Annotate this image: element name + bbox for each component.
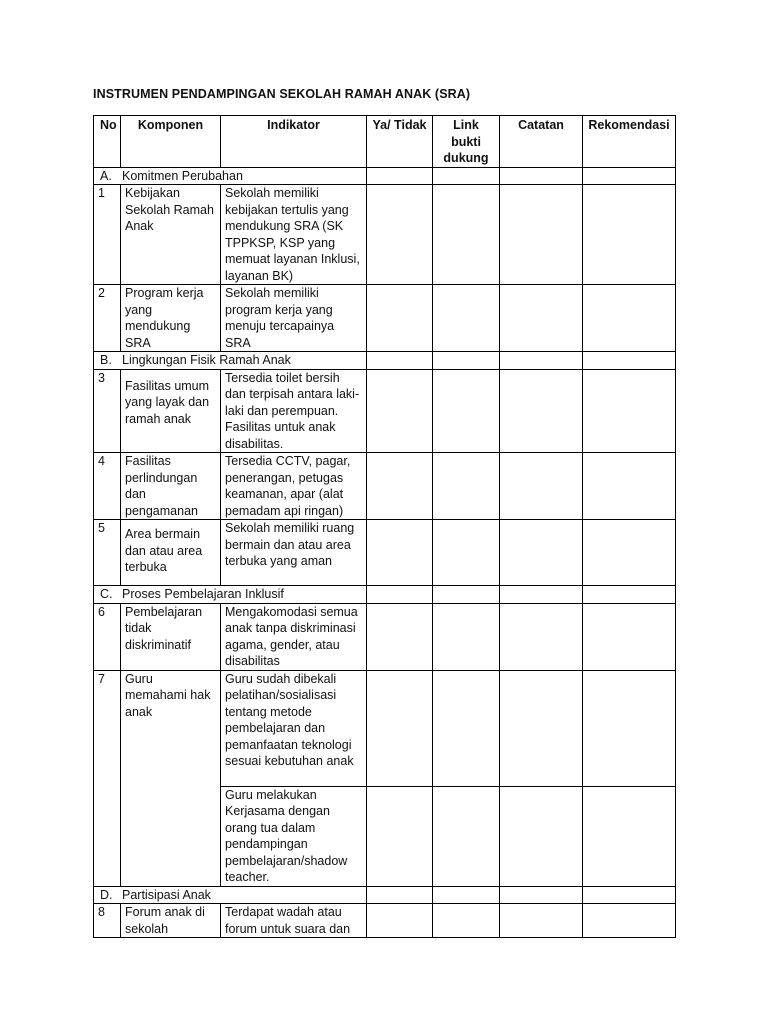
rekomendasi-cell[interactable] xyxy=(583,786,676,886)
row-number: 6 xyxy=(94,603,121,670)
instrument-table xyxy=(93,115,676,938)
header-ya-tidak: Ya/ Tidak xyxy=(367,116,433,168)
ya-tidak-cell[interactable] xyxy=(367,603,433,670)
rekomendasi-cell[interactable] xyxy=(583,167,676,185)
komponen-cell: Guru memahami hak anak xyxy=(121,670,221,886)
link-cell[interactable] xyxy=(433,904,500,938)
komponen-cell: Area bermain dan atau area terbuka xyxy=(121,520,221,586)
ya-tidak-cell[interactable] xyxy=(367,886,433,904)
ya-tidak-cell[interactable] xyxy=(367,369,433,453)
header-no: No xyxy=(94,116,121,168)
row-number: 4 xyxy=(94,453,121,520)
link-cell[interactable] xyxy=(433,453,500,520)
section-title: Komitmen Perubahan xyxy=(122,168,243,183)
row-number: 8 xyxy=(94,904,121,938)
link-cell[interactable] xyxy=(433,886,500,904)
link-cell[interactable] xyxy=(433,369,500,453)
catatan-cell[interactable] xyxy=(500,520,583,586)
link-cell[interactable] xyxy=(433,520,500,586)
link-cell[interactable] xyxy=(433,352,500,370)
catatan-cell[interactable] xyxy=(500,603,583,670)
section-label xyxy=(94,352,367,370)
header-link-bukti-dukung: Link bukti dukung xyxy=(433,116,500,168)
indikator-cell: Terdapat wadah atau forum untuk suara dan xyxy=(221,904,367,938)
section-letter: A. xyxy=(100,168,112,183)
table-row xyxy=(94,603,676,670)
ya-tidak-cell[interactable] xyxy=(367,520,433,586)
ya-tidak-cell[interactable] xyxy=(367,670,433,786)
catatan-cell[interactable] xyxy=(500,786,583,886)
section-row xyxy=(94,167,676,185)
catatan-cell[interactable] xyxy=(500,670,583,786)
rekomendasi-cell[interactable] xyxy=(583,369,676,453)
link-cell[interactable] xyxy=(433,167,500,185)
row-number: 7 xyxy=(94,670,121,886)
section-title: Lingkungan Fisik Ramah Anak xyxy=(122,353,291,367)
header-komponen: Komponen xyxy=(121,116,221,168)
catatan-cell[interactable] xyxy=(500,167,583,185)
indikator-cell: Tersedia toilet bersih dan terpisah antara laki-laki dan perempuan. Fasilitas untuk anak disabilitas. xyxy=(221,369,367,453)
catatan-cell[interactable] xyxy=(500,352,583,370)
rekomendasi-cell[interactable] xyxy=(583,352,676,370)
catatan-cell[interactable] xyxy=(500,285,583,352)
catatan-cell[interactable] xyxy=(500,453,583,520)
link-cell[interactable] xyxy=(433,670,500,786)
komponen-cell: Fasilitas perlindungan dan pengamanan xyxy=(121,453,221,520)
ya-tidak-cell[interactable] xyxy=(367,285,433,352)
indikator-cell: Sekolah memiliki ruang bermain dan atau area terbuka yang aman xyxy=(221,520,367,586)
section-label xyxy=(94,586,367,604)
rekomendasi-cell[interactable] xyxy=(583,185,676,285)
ya-tidak-cell[interactable] xyxy=(367,904,433,938)
section-title: Proses Pembelajaran Inklusif xyxy=(122,587,284,601)
link-cell[interactable] xyxy=(433,586,500,604)
table-row xyxy=(94,520,676,586)
section-row xyxy=(94,352,676,370)
indikator-cell: Tersedia CCTV, pagar, penerangan, petugas keamanan, apar (alat pemadam api ringan) xyxy=(221,453,367,520)
catatan-cell[interactable] xyxy=(500,586,583,604)
section-label xyxy=(94,886,367,904)
row-number: 2 xyxy=(94,285,121,352)
ya-tidak-cell[interactable] xyxy=(367,185,433,285)
header-catatan: Catatan xyxy=(500,116,583,168)
ya-tidak-cell[interactable] xyxy=(367,352,433,370)
komponen-cell: Program kerja yang mendukung SRA xyxy=(121,285,221,352)
rekomendasi-cell[interactable] xyxy=(583,520,676,586)
row-number: 5 xyxy=(94,520,121,586)
ya-tidak-cell[interactable] xyxy=(367,453,433,520)
link-cell[interactable] xyxy=(433,185,500,285)
rekomendasi-cell[interactable] xyxy=(583,886,676,904)
header-rekomendasi: Rekomendasi xyxy=(583,116,676,168)
section-letter: C. xyxy=(100,587,113,601)
table-row xyxy=(94,285,676,352)
document-title: INSTRUMEN PENDAMPINGAN SEKOLAH RAMAH ANAK (SRA) xyxy=(93,87,471,101)
ya-tidak-cell[interactable] xyxy=(367,786,433,886)
rekomendasi-cell[interactable] xyxy=(583,603,676,670)
table-row xyxy=(94,453,676,520)
rekomendasi-cell[interactable] xyxy=(583,670,676,786)
rekomendasi-cell[interactable] xyxy=(583,586,676,604)
row-number: 1 xyxy=(94,185,121,285)
ya-tidak-cell[interactable] xyxy=(367,167,433,185)
table-row xyxy=(94,185,676,285)
rekomendasi-cell[interactable] xyxy=(583,285,676,352)
catatan-cell[interactable] xyxy=(500,904,583,938)
komponen-cell: Kebijakan Sekolah Ramah Anak xyxy=(121,185,221,285)
komponen-cell: Pembelajaran tidak diskriminatif xyxy=(121,603,221,670)
section-row xyxy=(94,586,676,604)
komponen-cell: Fasilitas umum yang layak dan ramah anak xyxy=(121,369,221,453)
indikator-cell: Sekolah memiliki program kerja yang menuju tercapainya SRA xyxy=(221,285,367,352)
catatan-cell[interactable] xyxy=(500,369,583,453)
table-row xyxy=(94,670,676,786)
rekomendasi-cell[interactable] xyxy=(583,904,676,938)
table-row xyxy=(94,369,676,453)
catatan-cell[interactable] xyxy=(500,185,583,285)
indikator-cell: Guru melakukan Kerjasama dengan orang tua dalam pendampingan pembelajaran/shadow teacher. xyxy=(221,786,367,886)
indikator-cell: Sekolah memiliki kebijakan tertulis yang mendukung SRA (SK TPPKSP, KSP yang memuat layanan Inklusi, layanan BK) xyxy=(221,185,367,285)
link-cell[interactable] xyxy=(433,603,500,670)
link-cell[interactable] xyxy=(433,285,500,352)
table-header-row xyxy=(94,116,676,168)
link-cell[interactable] xyxy=(433,786,500,886)
section-letter: D. xyxy=(100,887,113,902)
row-number: 3 xyxy=(94,369,121,453)
section-letter: B. xyxy=(100,353,112,367)
section-row xyxy=(94,886,676,904)
section-label xyxy=(94,167,367,185)
table-row xyxy=(94,904,676,938)
komponen-cell: Forum anak di sekolah xyxy=(121,904,221,938)
indikator-cell: Mengakomodasi semua anak tanpa diskriminasi agama, gender, atau disabilitas xyxy=(221,603,367,670)
ya-tidak-cell[interactable] xyxy=(367,586,433,604)
section-title: Partisipasi Anak xyxy=(122,887,211,902)
header-indikator: Indikator xyxy=(221,116,367,168)
rekomendasi-cell[interactable] xyxy=(583,453,676,520)
catatan-cell[interactable] xyxy=(500,886,583,904)
indikator-cell: Guru sudah dibekali pelatihan/sosialisasi tentang metode pembelajaran dan pemanfaatan teknologi sesuai kebutuhan anak xyxy=(221,670,367,786)
